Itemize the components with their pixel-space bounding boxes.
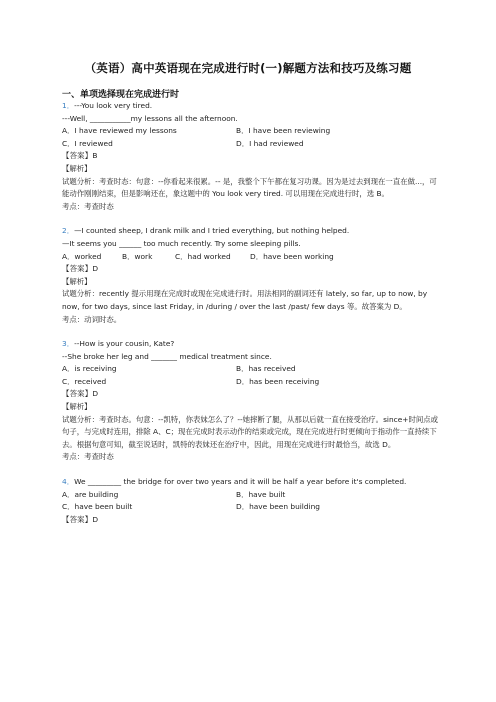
question-stem: ---You look very tired. bbox=[74, 101, 153, 110]
option-b: B．has received bbox=[236, 364, 296, 374]
option-d: D．have been building bbox=[236, 502, 320, 512]
answer: 【答案】D bbox=[62, 514, 99, 524]
option-a: A．I have reviewed my lessons bbox=[62, 126, 177, 136]
question-stem: --How is your cousin, Kate? bbox=[74, 339, 175, 349]
question-number: 4． bbox=[62, 477, 75, 487]
question-number: 3． bbox=[62, 339, 75, 349]
exam-point: 考点：考查时态 bbox=[62, 201, 114, 211]
question-number: 2． bbox=[62, 226, 75, 236]
option-c: C．received bbox=[62, 376, 107, 386]
explanation-label: 【解析】 bbox=[62, 402, 92, 412]
answer: 【答案】D bbox=[62, 389, 99, 399]
question-number: 1． bbox=[62, 101, 75, 110]
explanation: 试题分析：考查时态：句意：--你看起来很累。-- 是，我整个下午都在复习功课。因为是过去到现在一直在做...，可能动作刚刚结束，但是影响还在，象这题中的 You look very tired. 可以用现在完成进行时，选 B。 bbox=[62, 176, 437, 199]
section-heading: 一、单项选择现在完成进行时 bbox=[62, 90, 180, 100]
option-c: C．had worked bbox=[175, 251, 231, 261]
option-c: C．have been built bbox=[62, 502, 133, 512]
option-a: A．worked bbox=[62, 251, 102, 261]
option-a: A．are building bbox=[62, 489, 119, 499]
option-a: A．is receiving bbox=[62, 364, 117, 374]
question-stem: --She broke her leg and _______ medical treatment since. bbox=[62, 351, 272, 361]
option-b: B．work bbox=[122, 251, 153, 261]
question-1 bbox=[62, 100, 440, 213]
option-d: D．have been working bbox=[250, 251, 334, 261]
option-b: B．have built bbox=[236, 489, 286, 499]
explanation: 试题分析：recently 提示用现在完成时或现在完成进行时。用法相同的副词还有 lately, so far, up to now, by now, for two days, since last Friday, in /during / over the last /past/ few days 等。故答案为 D。 bbox=[62, 289, 428, 311]
option-d: D．has been receiving bbox=[236, 376, 320, 386]
question-stem: ---Well, ___________my lessons all the afternoon. bbox=[62, 113, 238, 123]
option-c: C．I reviewed bbox=[62, 138, 113, 148]
answer: 【答案】B bbox=[62, 151, 98, 161]
question-stem: We _________ the bridge for over two years and it will be half a year before it's completed. bbox=[74, 477, 407, 487]
question-2 bbox=[62, 225, 440, 326]
question-stem: —It seems you ______ too much recently. Try some sleeping pills. bbox=[62, 238, 301, 248]
explanation-label: 【解析】 bbox=[62, 276, 92, 286]
question-stem: —I counted sheep, I drank milk and I tried everything, but nothing helped. bbox=[74, 226, 350, 236]
question-3 bbox=[62, 338, 440, 464]
explanation: 试题分析：考查时态。句意：--凯特，你表妹怎么了？--她摔断了腿，从那以后就一直在接受治疗。since+时间点或句子，与完成时连用，排除 A、C；现在完成时表示动作的结束或完成，现在完成进行时更倾向于指动作一直持续下去。根据句意可知，截至说话时，凯特的表妹还在治疗中，因此，用现在完成进行时最恰当，故选 D。 bbox=[62, 414, 439, 449]
exam-point: 考点：动词时态。 bbox=[62, 314, 122, 324]
answer: 【答案】D bbox=[62, 264, 99, 274]
question-list bbox=[62, 100, 440, 526]
explanation-label: 【解析】 bbox=[62, 163, 92, 173]
option-d: D．I had reviewed bbox=[236, 138, 304, 148]
document-title: （英语）高中英语现在完成进行时(一)解题方法和技巧及练习题 bbox=[84, 61, 412, 75]
option-b: B．I have been reviewing bbox=[236, 126, 331, 136]
exam-point: 考点：考查时态 bbox=[62, 452, 114, 462]
question-4 bbox=[62, 476, 440, 526]
